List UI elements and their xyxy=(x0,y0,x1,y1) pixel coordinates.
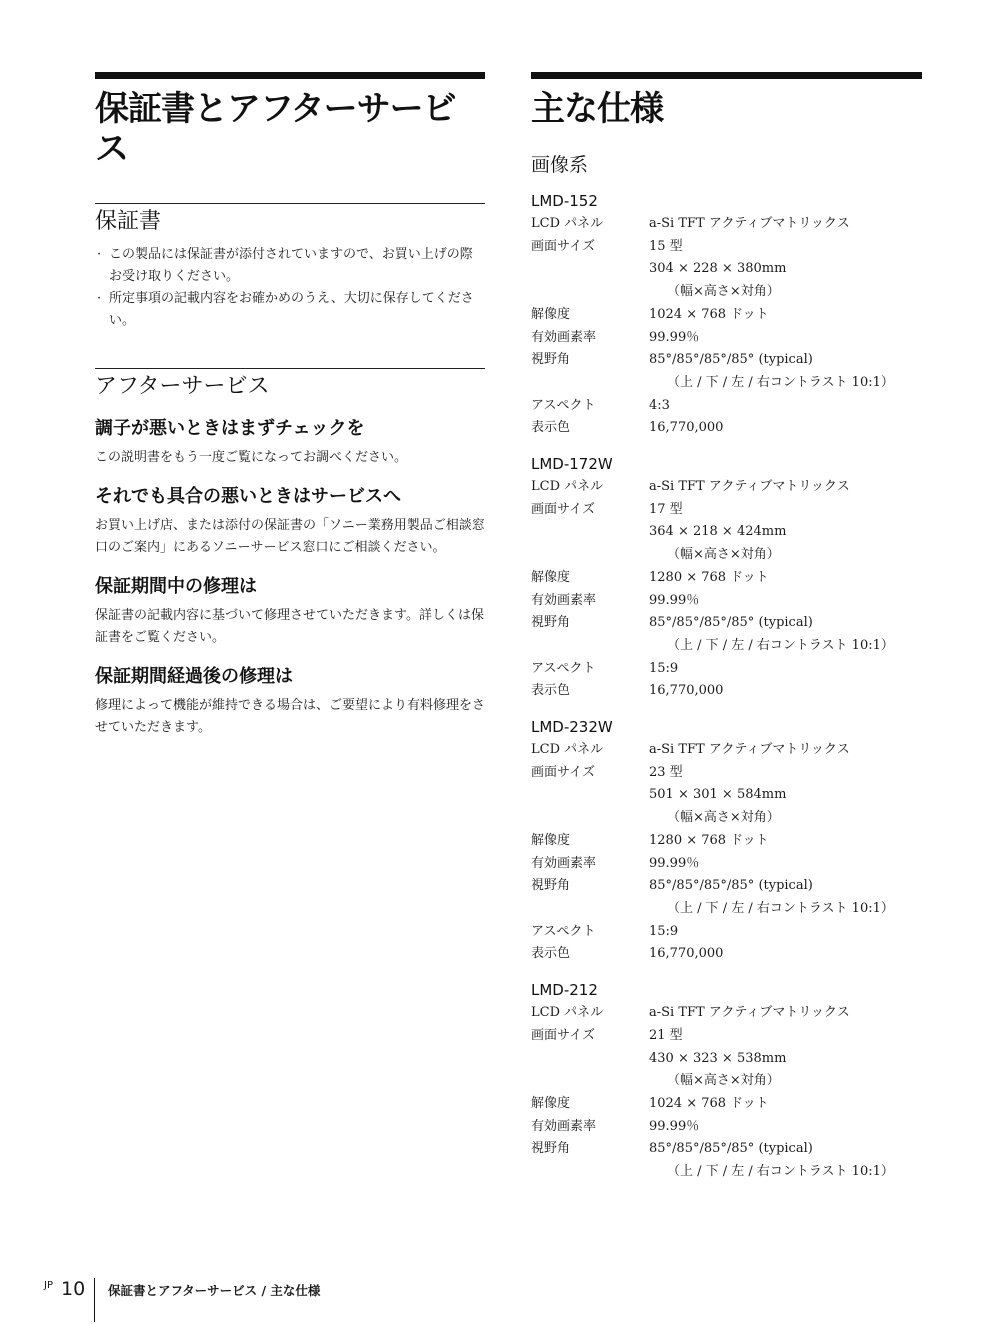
spec-value: 16,770,000 xyxy=(649,683,724,699)
spec-label: 視野角 xyxy=(531,878,571,894)
spec-label: 画面サイズ xyxy=(531,238,595,254)
spec-label: 解像度 xyxy=(531,569,571,585)
spec-value: 16,770,000 xyxy=(649,946,724,962)
spec-value: 1280 × 768 ドット xyxy=(649,832,769,848)
spec-row xyxy=(531,521,922,544)
spec-value-cell xyxy=(649,476,922,499)
spec-value: 501 × 301 × 584mm xyxy=(649,787,787,803)
spec-value: （上 / 下 / 左 / 右コントラスト 10:1） xyxy=(667,374,894,390)
spec-row xyxy=(531,784,922,807)
spec-value-cell xyxy=(649,635,922,658)
spec-label: 有効画素率 xyxy=(531,855,597,871)
spec-row xyxy=(531,395,922,418)
spec-value-cell xyxy=(649,1070,922,1093)
spec-value: 85°/85°/85°/85° (typical) xyxy=(649,1141,813,1157)
spec-label: 表示色 xyxy=(531,683,571,699)
right-page-title: 主な仕様 xyxy=(531,89,663,129)
spec-label: 有効画素率 xyxy=(531,592,597,608)
spec-label: 有効画素率 xyxy=(531,1118,597,1134)
spec-value: 17 型 xyxy=(649,501,683,517)
spec-label: アスペクト xyxy=(531,660,596,676)
spec-label xyxy=(531,898,649,921)
spec-row xyxy=(531,1138,922,1161)
spec-value: 21 型 xyxy=(649,1027,683,1043)
spec-value-cell xyxy=(649,658,922,681)
spec-value: 99.99％ xyxy=(649,855,700,871)
spec-value: 364 × 218 × 424mm xyxy=(649,524,787,540)
spec-label: アスペクト xyxy=(531,923,596,939)
spec-row xyxy=(531,807,922,830)
spec-value-cell xyxy=(649,807,922,830)
subsection-text: 修理によって機能が維持できる場合は、ご要望により有料修理をさせていただきます。 xyxy=(95,698,486,735)
spec-row xyxy=(531,921,922,944)
subsection-title: 保証期間中の修理は xyxy=(95,576,257,597)
model-name: LMD-212 xyxy=(531,981,598,1000)
spec-value-cell xyxy=(649,1138,922,1161)
spec-row xyxy=(531,590,922,613)
spec-label: 視野角 xyxy=(531,1141,571,1157)
spec-value-cell xyxy=(649,590,922,613)
left-column xyxy=(95,72,485,739)
footer-title: 保証書とアフターサービス / 主な仕様 xyxy=(108,1283,321,1298)
spec-value: （幅×高さ×対角） xyxy=(667,1073,780,1089)
spec-value-cell xyxy=(649,567,922,590)
warranty-bullet: · この製品には保証書が添付されていますので、お買い上げの際お受け取りください。 xyxy=(95,244,485,288)
spec-row xyxy=(531,544,922,567)
spec-value-cell xyxy=(649,304,922,327)
spec-value-cell xyxy=(649,236,922,259)
spec-value: 85°/85°/85°/85° (typical) xyxy=(649,352,813,368)
spec-label: アスペクト xyxy=(531,397,596,413)
spec-value-cell xyxy=(649,680,922,703)
spec-label: 解像度 xyxy=(531,832,571,848)
spec-label: 表示色 xyxy=(531,420,571,436)
warranty-bullets xyxy=(95,244,485,332)
spec-value: 99.99％ xyxy=(649,592,700,608)
spec-value-cell xyxy=(649,853,922,876)
spec-row xyxy=(531,349,922,372)
spec-value-cell xyxy=(649,499,922,522)
spec-row xyxy=(531,739,922,762)
spec-value: 1280 × 768 ドット xyxy=(649,569,769,585)
subsection-title: それでも具合の悪いときはサービスへ xyxy=(95,486,401,507)
spec-value: 16,770,000 xyxy=(649,420,724,436)
footer-lang: JP xyxy=(44,1280,53,1291)
spec-row xyxy=(531,680,922,703)
page-footer xyxy=(44,1278,444,1322)
spec-value: a-Si TFT アクティブマトリックス xyxy=(649,1005,850,1021)
spec-value: 85°/85°/85°/85° (typical) xyxy=(649,615,813,631)
spec-value-cell xyxy=(649,898,922,921)
spec-value-cell xyxy=(649,762,922,785)
spec-row xyxy=(531,875,922,898)
spec-value-cell xyxy=(649,943,922,966)
right-column xyxy=(531,72,922,1184)
spec-label xyxy=(531,635,649,658)
spec-value: 430 × 323 × 538mm xyxy=(649,1050,787,1066)
spec-label: LCD パネル xyxy=(531,742,604,758)
spec-row xyxy=(531,830,922,853)
spec-label xyxy=(531,1070,649,1093)
model-name: LMD-152 xyxy=(531,192,598,210)
spec-label xyxy=(531,544,649,567)
spec-row xyxy=(531,1116,922,1139)
spec-row xyxy=(531,1025,922,1048)
spec-row xyxy=(531,499,922,522)
spec-label xyxy=(531,281,649,304)
spec-value: （上 / 下 / 左 / 右コントラスト 10:1） xyxy=(667,637,894,653)
spec-label: LCD パネル xyxy=(531,216,604,231)
spec-value-cell xyxy=(649,921,922,944)
spec-row xyxy=(531,567,922,590)
spec-value: （幅×高さ×対角） xyxy=(667,284,780,300)
spec-row xyxy=(531,1161,922,1184)
spec-row xyxy=(531,1070,922,1093)
spec-model-block xyxy=(531,191,922,440)
right-top-rule xyxy=(531,72,922,79)
left-top-rule xyxy=(95,72,485,79)
spec-label: 解像度 xyxy=(531,306,571,322)
subsection-text: お買い上げ店、または添付の保証書の「ソニー業務用製品ご相談窓口のご案内」にあるソニーサービス窓口にご相談ください。 xyxy=(95,518,485,555)
spec-label: 画面サイズ xyxy=(531,1027,595,1043)
spec-label xyxy=(531,258,649,281)
spec-row xyxy=(531,762,922,785)
model-name: LMD-232W xyxy=(531,718,613,737)
spec-label: 表示色 xyxy=(531,946,571,962)
spec-value: a-Si TFT アクティブマトリックス xyxy=(649,216,850,231)
spec-value: （幅×高さ×対角） xyxy=(667,810,780,826)
spec-value: （幅×高さ×対角） xyxy=(667,547,780,563)
spec-row xyxy=(531,635,922,658)
spec-value: 99.99％ xyxy=(649,329,700,345)
spec-value-cell xyxy=(649,417,922,440)
subsection-text: この説明書をもう一度ご覧になってお調べください。 xyxy=(95,450,408,465)
subsection-text: 保証書の記載内容に基づいて修理させていただきます。詳しくは保証書をご覧ください。 xyxy=(95,608,484,645)
spec-row xyxy=(531,476,922,499)
spec-model-block xyxy=(531,980,922,1184)
spec-value-cell xyxy=(649,544,922,567)
spec-value-cell xyxy=(649,1116,922,1139)
spec-label: 解像度 xyxy=(531,1095,571,1111)
spec-value-cell xyxy=(649,739,922,762)
spec-models xyxy=(531,191,922,1184)
spec-label: 有効画素率 xyxy=(531,329,597,345)
subsection-title: 保証期間経過後の修理は xyxy=(95,666,293,687)
spec-value: 15:9 xyxy=(649,660,679,676)
spec-value: a-Si TFT アクティブマトリックス xyxy=(649,479,850,495)
spec-value-cell xyxy=(649,281,922,304)
spec-row xyxy=(531,898,922,921)
spec-value-cell xyxy=(649,784,922,807)
warranty-bullet: · 所定事項の記載内容をお確かめのうえ、大切に保存してください。 xyxy=(95,288,485,332)
warranty-rule xyxy=(95,203,485,204)
spec-label xyxy=(531,784,649,807)
spec-row xyxy=(531,1002,922,1025)
spec-label xyxy=(531,807,649,830)
spec-value: 15:9 xyxy=(649,923,679,939)
spec-label: 画面サイズ xyxy=(531,501,595,517)
spec-value-cell xyxy=(649,349,922,372)
spec-row xyxy=(531,658,922,681)
model-name: LMD-172W xyxy=(531,455,613,474)
spec-value: 304 × 228 × 380mm xyxy=(649,261,787,277)
spec-value-cell xyxy=(649,1025,922,1048)
spec-value: 85°/85°/85°/85° (typical) xyxy=(649,878,813,894)
spec-value-cell xyxy=(649,327,922,350)
spec-value: （上 / 下 / 左 / 右コントラスト 10:1） xyxy=(667,900,894,916)
spec-value-cell xyxy=(649,1093,922,1116)
spec-row xyxy=(531,853,922,876)
spec-row xyxy=(531,281,922,304)
spec-row xyxy=(531,612,922,635)
aftersales-heading: アフターサービス xyxy=(95,374,270,399)
spec-label: 画面サイズ xyxy=(531,764,595,780)
spec-row xyxy=(531,417,922,440)
spec-label: 視野角 xyxy=(531,352,571,368)
spec-row xyxy=(531,372,922,395)
spec-value: 99.99％ xyxy=(649,1118,700,1134)
spec-label xyxy=(531,521,649,544)
spec-model-block xyxy=(531,717,922,966)
spec-subtitle: 画像系 xyxy=(531,154,589,176)
spec-row xyxy=(531,213,922,236)
spec-value-cell xyxy=(649,875,922,898)
spec-label: LCD パネル xyxy=(531,479,604,495)
spec-row xyxy=(531,236,922,259)
subsection-title: 調子が悪いときはまずチェックを xyxy=(95,418,365,439)
spec-value-cell xyxy=(649,612,922,635)
spec-value-cell xyxy=(649,372,922,395)
warranty-heading: 保証書 xyxy=(95,209,162,234)
spec-label xyxy=(531,372,649,395)
spec-row xyxy=(531,943,922,966)
aftersales-rule xyxy=(95,368,485,369)
spec-value-cell xyxy=(649,521,922,544)
spec-value: 1024 × 768 ドット xyxy=(649,306,769,322)
spec-value-cell xyxy=(649,1161,922,1184)
spec-value: 15 型 xyxy=(649,238,683,254)
spec-value: 23 型 xyxy=(649,764,683,780)
spec-value-cell xyxy=(649,395,922,418)
spec-label xyxy=(531,1161,649,1184)
footer-page-number: 10 xyxy=(61,1278,86,1300)
spec-row xyxy=(531,327,922,350)
spec-model-block xyxy=(531,454,922,703)
spec-value: （上 / 下 / 左 / 右コントラスト 10:1） xyxy=(667,1164,894,1180)
spec-label: LCD パネル xyxy=(531,1005,604,1021)
spec-row xyxy=(531,304,922,327)
spec-value-cell xyxy=(649,830,922,853)
spec-value-cell xyxy=(649,213,922,236)
spec-value: a-Si TFT アクティブマトリックス xyxy=(649,742,850,758)
spec-value-cell xyxy=(649,258,922,281)
spec-value-cell xyxy=(649,1002,922,1025)
spec-row xyxy=(531,1093,922,1116)
spec-value-cell xyxy=(649,1048,922,1071)
spec-row xyxy=(531,1048,922,1071)
spec-label: 視野角 xyxy=(531,615,571,631)
spec-label xyxy=(531,1048,649,1071)
left-page-title: 保証書とアフターサービス xyxy=(95,89,456,169)
spec-value: 1024 × 768 ドット xyxy=(649,1095,769,1111)
spec-value: 4:3 xyxy=(649,397,670,413)
footer-divider xyxy=(94,1278,95,1322)
spec-row xyxy=(531,258,922,281)
